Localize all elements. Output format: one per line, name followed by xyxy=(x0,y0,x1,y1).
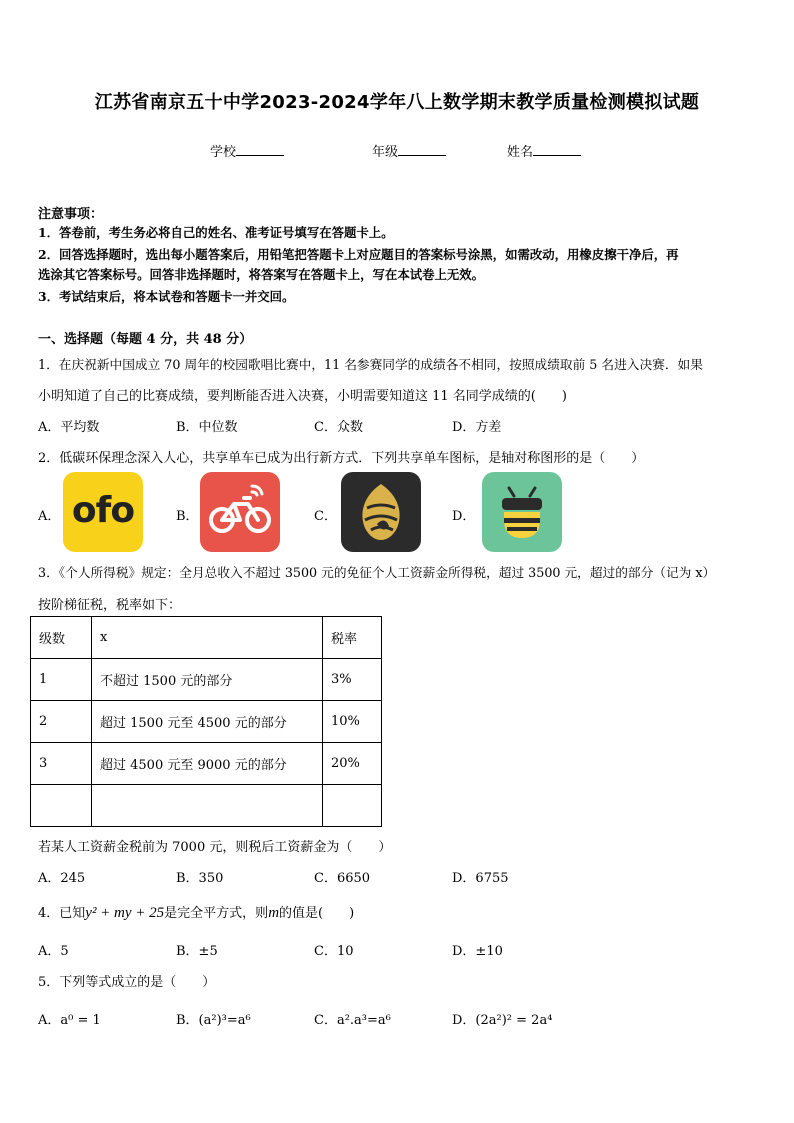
school-label: 学校 xyxy=(210,145,237,160)
table-cell xyxy=(323,785,382,827)
q4-option-c[interactable]: C．10 xyxy=(314,944,354,959)
q4-option-d[interactable]: D．±10 xyxy=(452,944,503,959)
q4-middle: 是完全平方式，则 xyxy=(164,906,269,921)
grade-label: 年级 xyxy=(372,145,399,160)
tax-rate-table xyxy=(30,616,382,827)
q5-option-d[interactable]: D．(2a²)² = 2a⁴ xyxy=(452,1013,553,1028)
table-cell xyxy=(92,785,323,827)
ofo-logo-text: ofo xyxy=(71,490,135,531)
q4-prefix: 4．已知 xyxy=(38,906,86,921)
q3-option-b[interactable]: B．350 xyxy=(176,871,224,886)
q3-option-c[interactable]: C．6650 xyxy=(314,871,371,886)
table-header-cell: x xyxy=(92,617,323,659)
table-row xyxy=(31,659,382,701)
school-blank xyxy=(236,143,284,156)
q4-expression: y² + my + 25 xyxy=(85,905,165,921)
table-row xyxy=(31,785,382,827)
notice-item: 2．回答选择题时，选出每小题答案后，用铅笔把答题卡上对应题目的答案标号涂黑，如需改动，用橡皮擦干净后，再 xyxy=(38,247,679,262)
notice-item: 选涂其它答案标号。回答非选择题时，将答案写在答题卡上，写在本试卷上无效。 xyxy=(38,267,485,282)
q3-option-d[interactable]: D．6755 xyxy=(452,871,509,886)
table-cell: 超过 4500 元至 9000 元的部分 xyxy=(92,743,323,785)
table-cell: 3% xyxy=(323,659,382,701)
name-label: 姓名 xyxy=(507,145,534,160)
q2-label-a[interactable]: A． xyxy=(38,509,61,524)
q4-variable: m xyxy=(268,905,280,921)
q1-option-c[interactable]: C．众数 xyxy=(314,420,363,435)
q1-option-b[interactable]: B．中位数 xyxy=(176,420,238,435)
q3-stem-cont: 按阶梯征税，税率如下： xyxy=(38,598,182,613)
name-blank xyxy=(533,143,581,156)
q4-option-a[interactable]: A．5 xyxy=(38,944,69,959)
q5-stem: 5．下列等式成立的是（ ） xyxy=(38,975,216,990)
mobike-bicycle-icon[interactable] xyxy=(200,472,280,552)
table-header-cell: 级数 xyxy=(31,617,92,659)
q3-option-a[interactable]: A．245 xyxy=(38,871,86,886)
q4-option-b[interactable]: B．±5 xyxy=(176,944,218,959)
q4-suffix: 的值是( ) xyxy=(279,906,355,921)
bee-icon[interactable] xyxy=(482,472,562,552)
table-header-row xyxy=(31,617,382,659)
notice-item: 3．考试结束后，将本试卷和答题卡一并交回。 xyxy=(38,289,295,304)
table-cell: 1 xyxy=(31,659,92,701)
notice-heading: 注意事项： xyxy=(38,207,104,222)
q2-label-c[interactable]: C． xyxy=(314,509,337,524)
q3-question: 若某人工资薪金税前为 7000 元，则税后工资薪金为（ ） xyxy=(38,840,392,855)
grade-blank xyxy=(398,143,446,156)
q4-stem xyxy=(38,902,354,922)
q5-option-b[interactable]: B．(a²)³=a⁶ xyxy=(176,1013,251,1028)
table-header-cell: 税率 xyxy=(323,617,382,659)
table-cell: 2 xyxy=(31,701,92,743)
q2-label-b[interactable]: B． xyxy=(176,509,199,524)
notice-item: 1．答卷前，考生务必将自己的姓名、准考证号填写在答题卡上。 xyxy=(38,225,394,240)
table-row xyxy=(31,701,382,743)
section-heading: 一、选择题（每题 4 分，共 48 分） xyxy=(38,332,253,347)
pine-cone-icon[interactable] xyxy=(341,472,421,552)
q5-option-a[interactable]: A．a⁰ = 1 xyxy=(38,1013,101,1028)
q1-option-d[interactable]: D．方差 xyxy=(452,420,502,435)
q1-stem: 1．在庆祝新中国成立 70 周年的校园歌唱比赛中，11 名参赛同学的成绩各不相同，按照成绩取前 5 名进入决赛．如果 xyxy=(38,357,703,372)
table-cell: 20% xyxy=(323,743,382,785)
q5-option-c[interactable]: C．a².a³=a⁶ xyxy=(314,1013,391,1028)
table-cell: 10% xyxy=(323,701,382,743)
table-row xyxy=(31,743,382,785)
q3-stem: 3．《个人所得税》规定：全月总收入不超过 3500 元的免征个人工资薪金所得税，超过 3500 元，超过的部分（记为 x） xyxy=(38,565,716,580)
q2-label-d[interactable]: D． xyxy=(452,509,476,524)
student-info xyxy=(210,141,284,160)
table-cell: 不超过 1500 元的部分 xyxy=(92,659,323,701)
table-cell xyxy=(31,785,92,827)
q1-stem-cont: 小明知道了自己的比赛成绩，要判断能否进入决赛，小明需要知道这 11 名同学成绩的( ) xyxy=(38,389,567,404)
page-title: 江苏省南京五十中学2023-2024学年八上数学期末教学质量检测模拟试题 xyxy=(94,92,700,113)
q1-option-a[interactable]: A．平均数 xyxy=(38,420,100,435)
table-cell: 3 xyxy=(31,743,92,785)
table-cell: 超过 1500 元至 4500 元的部分 xyxy=(92,701,323,743)
ofo-logo-icon[interactable] xyxy=(63,472,143,552)
q2-stem: 2．低碳环保理念深入人心，共享单车已成为出行新方式．下列共享单车图标，是轴对称图形的是（ ） xyxy=(38,451,645,466)
